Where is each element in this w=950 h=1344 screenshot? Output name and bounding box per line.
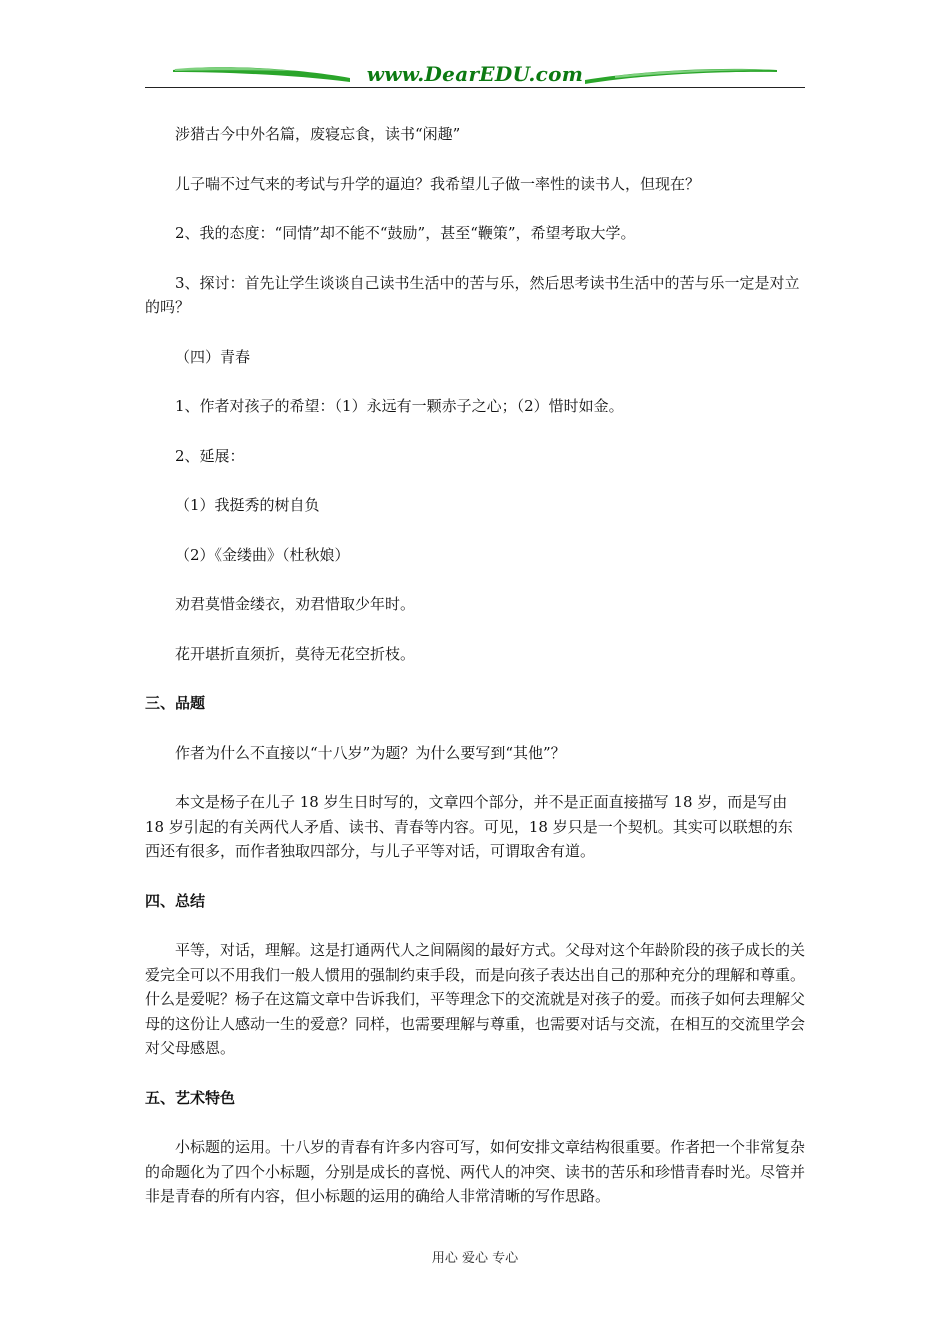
paragraph-gap [145,246,807,271]
paragraph: 小标题的运用。十八岁的青春有许多内容可写，如何安排文章结构很重要。作者把一个非常复杂的命题化为了四个小标题，分别是成长的喜悦、两代人的冲突、读书的苦乐和珍惜青春时光。尽管并非是青春的所有内容，但小标题的运用的确给人非常清晰的写作思路。 [145,1138,806,1205]
paragraph-gap [145,369,807,394]
paragraph: 1、作者对孩子的希望：（1）永远有一颗赤子之心；（2）惜时如金。 [175,397,624,415]
paragraph-gap [145,716,807,741]
paragraph-gap [145,320,807,345]
header-rule [145,87,805,88]
paragraph: 花开堪折直须折，莫待无花空折枝。 [175,644,416,663]
site-logo-text: www.DearEDU.com [366,62,584,86]
section-heading: 三、品题 [145,694,206,712]
paragraph: 劝君莫惜金缕衣，劝君惜取少年时。 [175,595,416,613]
paragraph-gap [145,468,807,493]
paragraph-gap [145,147,807,172]
paragraph: 3、探讨：首先让学生谈谈自己读书生活中的苦与乐，然后思考读书生活中的苦与乐一定是对立的吗？ [145,273,800,316]
paragraph-gap [145,196,807,221]
paragraph: （2）《金缕曲》（杜秋娘） [175,545,350,564]
site-header [145,58,805,90]
paragraph-gap [145,518,807,543]
paragraph-gap [145,1110,807,1135]
paragraph: 涉猎古今中外名篇，废寝忘食，读书“闲趣” [175,125,461,143]
paragraph: 平等，对话，理解。这是打通两代人之间隔阂的最好方式。父母对这个年龄阶段的孩子成长的关爱完全可以不用我们一般人惯用的强制约束手段，而是向孩子表达出自己的那种充分的理解和尊重。什么是爱呢？杨子在这篇文章中告诉我们，平等理念下的交流就是对孩子的爱。而孩子如何去理解父母的这份让人感动一生的爱意？同样，也需要理解与尊重，也需要对话与交流，在相互的交流里学会对父母感恩。 [145,941,806,1057]
paragraph-gap [145,567,807,592]
page-footer: 用心 爱心 专心 [431,1251,519,1266]
document-body [145,122,807,1209]
paragraph-gap [145,864,807,889]
paragraph: 儿子喘不过气来的考试与升学的逼迫？我希望儿子做一率性的读书人，但现在？ [175,174,701,193]
section-heading: 四、总结 [145,891,206,910]
paragraph: （1）我挺秀的树自负 [175,496,320,514]
paragraph: （四）青春 [175,347,251,366]
paragraph-gap [145,1061,807,1086]
paragraph-gap [145,617,807,642]
paragraph: 2、我的态度：“同情”却不能不“鼓励”，甚至“鞭策”，希望考取大学。 [175,224,636,242]
section-heading: 五、艺术特色 [145,1088,236,1107]
paragraph: 本文是杨子在儿子 18 岁生日时写的，文章四个部分，并不是正面直接描写 18 岁，而是写由 18 岁引起的有关两代人矛盾、读书、青春等内容。可见，18 岁只是一个契机。其实可以联想的东西还有很多，而作者独取四部分，与儿子平等对话，可谓取舍有道。 [145,793,793,860]
paragraph-gap [145,765,807,790]
paragraph: 作者为什么不直接以“十八岁”为题？为什么要写到“其他”？ [175,743,566,762]
paragraph-gap [145,666,807,691]
paragraph-gap [145,913,807,938]
paragraph-gap [145,419,807,444]
paragraph: 2、延展： [175,446,245,465]
